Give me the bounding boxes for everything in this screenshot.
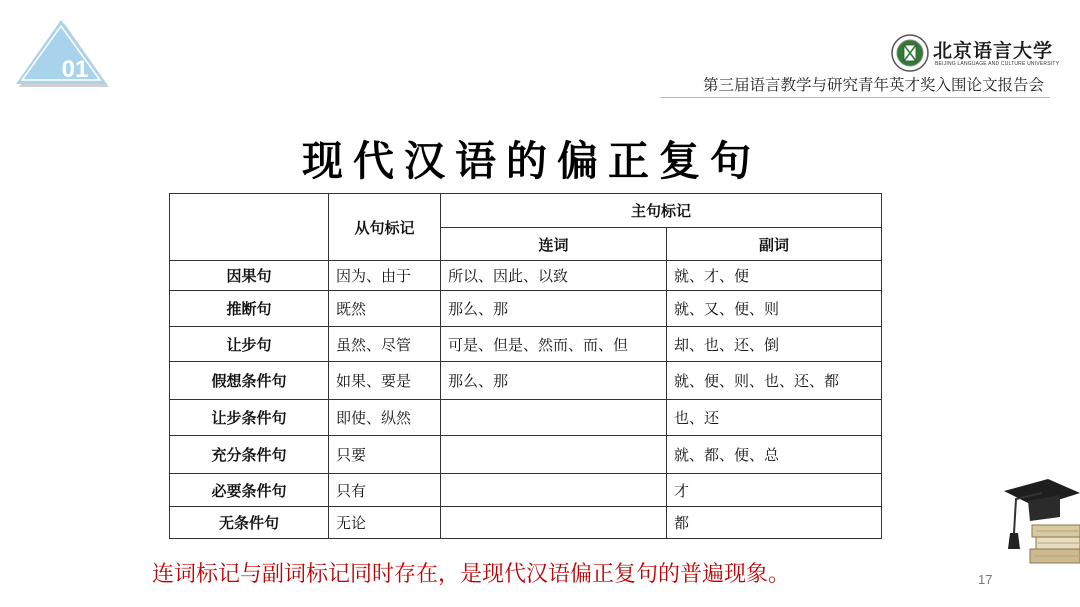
row-type: 假想条件句 xyxy=(170,362,329,400)
header-clause-marker: 从句标记 xyxy=(329,194,441,261)
header-adverb: 副词 xyxy=(667,228,882,261)
row-adverb: 就、又、便、则 xyxy=(667,291,882,327)
table-row xyxy=(170,362,882,400)
table-row xyxy=(170,436,882,474)
university-name-en: BEIJING LANGUAGE AND CULTURE UNIVERSITY xyxy=(935,61,1060,67)
row-type: 因果句 xyxy=(170,261,329,291)
row-type: 推断句 xyxy=(170,291,329,327)
row-conjunction: 那么、那 xyxy=(441,291,667,327)
row-adverb: 却、也、还、倒 xyxy=(667,327,882,362)
header-blank-cell xyxy=(170,194,329,261)
row-clause-marker: 既然 xyxy=(329,291,441,327)
row-clause-marker: 虽然、尽管 xyxy=(329,327,441,362)
row-clause-marker: 只要 xyxy=(329,436,441,474)
row-type: 让步句 xyxy=(170,327,329,362)
row-adverb: 都 xyxy=(667,507,882,539)
row-adverb: 就、便、则、也、还、都 xyxy=(667,362,882,400)
conference-title: 第三届语言教学与研究青年英才奖入围论文报告会 xyxy=(702,76,1044,94)
page-number: 17 xyxy=(978,572,993,587)
row-adverb: 也、还 xyxy=(667,400,882,436)
row-type: 必要条件句 xyxy=(170,474,329,507)
table-header-row xyxy=(170,194,882,228)
header-divider xyxy=(660,97,1050,98)
complex-sentence-table xyxy=(169,193,882,539)
summary-note: 连词标记与副词标记同时存在，是现代汉语偏正复句的普遍现象。 xyxy=(152,562,791,587)
slide-badge-number: 01 xyxy=(61,56,89,83)
row-type: 让步条件句 xyxy=(170,400,329,436)
row-conjunction xyxy=(441,474,667,507)
university-emblem-icon xyxy=(891,34,929,72)
slide-badge xyxy=(14,12,114,96)
graduation-cap-icon xyxy=(1002,477,1080,567)
row-clause-marker: 无论 xyxy=(329,507,441,539)
row-adverb: 就、都、便、总 xyxy=(667,436,882,474)
row-type: 无条件句 xyxy=(170,507,329,539)
table-row xyxy=(170,474,882,507)
row-type: 充分条件句 xyxy=(170,436,329,474)
slide-title: 现代汉语的偏正复句 xyxy=(302,137,761,185)
row-adverb: 才 xyxy=(667,474,882,507)
table-row xyxy=(170,261,882,291)
university-name-cn: 北京语言大学 xyxy=(933,40,1054,62)
table-row xyxy=(170,327,882,362)
row-conjunction: 所以、因此、以致 xyxy=(441,261,667,291)
row-conjunction: 可是、但是、然而、而、但 xyxy=(441,327,667,362)
table-row xyxy=(170,400,882,436)
header-main-marker: 主句标记 xyxy=(441,194,882,228)
table-row xyxy=(170,507,882,539)
row-conjunction xyxy=(441,436,667,474)
row-clause-marker: 只有 xyxy=(329,474,441,507)
table-row xyxy=(170,291,882,327)
row-clause-marker: 因为、由于 xyxy=(329,261,441,291)
row-conjunction xyxy=(441,507,667,539)
row-adverb: 就、才、便 xyxy=(667,261,882,291)
row-clause-marker: 即使、纵然 xyxy=(329,400,441,436)
row-conjunction: 那么、那 xyxy=(441,362,667,400)
row-clause-marker: 如果、要是 xyxy=(329,362,441,400)
header-conjunction: 连词 xyxy=(441,228,667,261)
row-conjunction xyxy=(441,400,667,436)
